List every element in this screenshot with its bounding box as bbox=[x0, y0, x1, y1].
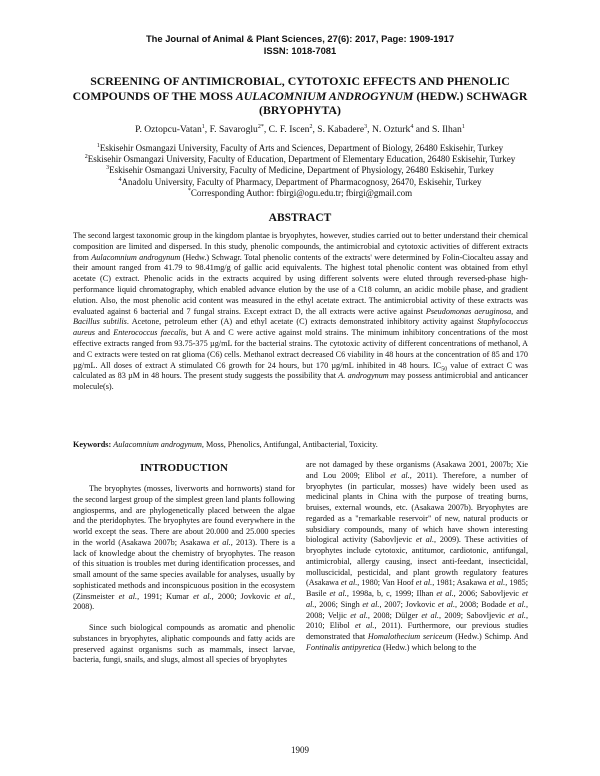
species-name: AULACOMNIUM ANDROGYNUM bbox=[235, 88, 414, 103]
affiliation: $^1$Eskisehir Osmangazi University, Faculty of Arts and Sciences, Department of Biology, 26480 Eskisehir, Turkey bbox=[96, 143, 504, 153]
affiliation: $^3$Eskisehir Osmangazi University, Faculty of Medicine, Department of Physiology, 26480 Eskisehir, Turkey bbox=[106, 165, 494, 176]
author-name: P. Oztopcu-Vatan bbox=[135, 124, 202, 135]
keywords: Keywords: Aulacomnium androgynum, Moss, Phenolics, Antifungal, Antibacterial, Toxicity. bbox=[73, 440, 378, 449]
left-column bbox=[73, 484, 295, 666]
author-list: P. Oztopcu-Vatan$^1$, F. Savaroglu$^{2*}$, C. F. Iscen$^2$, S. Kabadere$^3$, N. Ozturk$^4$ and S. Ilhan$^1$ bbox=[135, 123, 465, 135]
author-affiliation-mark: 1 bbox=[201, 123, 205, 130]
journal-header bbox=[0, 33, 600, 57]
author-name: N. Ozturk bbox=[371, 124, 411, 135]
title-line-2: COMPOUNDS OF THE MOSS AULACOMNIUM ANDROGYNUM (HEDW.) SCHWAGR bbox=[72, 88, 528, 103]
introduction-heading: INTRODUCTION bbox=[139, 462, 228, 474]
affiliation: *Corresponding Author: fbirgi@ogu.edu.tr; fbirgi@gmail.com bbox=[187, 187, 413, 198]
intro-paragraph-2-continued: are not damaged by these organisms (Asakawa 2001, 2007b; Xie and Lou 2009; Elibol et al., 2011). Therefore, a number of bryophytes (in particular, mosses) have widely been used as medicinal plants in China with the purpose of treating burns, bruises, external wounds, etc. (Asakawa 2007b). Bryophytes are regarded as a "remarkable reservoir" of new, natural products or subsidiary compounds, many of which have shown interesting biological activity (Sabovljevic et al., 2009). These activities of bryophytes include cytotoxic, antitumor, cardiotonic, antifungal, antimicrobial, allergy causing, insect anti-feedant, insecticidal, molluscicidal, pesticidal, and plant growth regulatory features (Asakawa et al., 1980; Van Hoof et al., 1981; Asakawa et al., 1985; Basile et al., 1998a, b, c, 1999; Ilhan et al., 2006; Sabovljevic et al., 2006; Singh et al., 2007; Jovkovic et al., 2008; Bodade et al., 2008; Veljic et al., 2008; Dülger et al., 2009; Sabovljevic et al., 2010; Elibol et al., 2011). Furthermore, our previous studies demonstrated that Homalothecium sericeum (Hedw.) Schimp. And Fontinalis antipyretica (Hedw.) which belong to the bbox=[306, 460, 529, 652]
right-column bbox=[306, 460, 528, 654]
author-affiliation-mark: 3 bbox=[364, 123, 368, 130]
author-name: S. Kabadere bbox=[317, 124, 365, 135]
author-affiliation-mark: 2 bbox=[309, 123, 313, 130]
title-line-3: (BRYOPHYTA) bbox=[259, 103, 341, 117]
affiliation-list bbox=[30, 143, 570, 199]
author-name: C. F. Iscen bbox=[268, 124, 310, 135]
journal-citation: The Journal of Animal & Plant Sciences, 27(6): 2017, Page: 1909-1917 bbox=[145, 33, 455, 44]
author-name: S. Ilhan bbox=[431, 124, 462, 135]
journal-issn: ISSN: 1018-7081 bbox=[263, 45, 337, 56]
title-line-1: SCREENING OF ANTIMICROBIAL, CYTOTOXIC EFFECTS AND PHENOLIC bbox=[90, 74, 510, 88]
author-name: F. Savaroglu bbox=[209, 124, 258, 135]
affiliation: $^4$Anadolu University, Faculty of Pharmacy, Department of Pharmacognosy, 26470, Eskisehir, Turkey bbox=[118, 176, 482, 187]
article-title bbox=[60, 74, 540, 118]
keywords-label: Keywords: bbox=[73, 440, 112, 449]
author-affiliation-mark: 2* bbox=[257, 123, 264, 130]
abstract-heading: ABSTRACT bbox=[268, 212, 332, 224]
author-affiliation-mark: 1 bbox=[461, 123, 465, 130]
abstract-text: The second largest taxonomic group in the kingdom plantae is bryophytes, however, studies carried out to better understand their chemical composition are limited and dispersed. In this study, phenolic compounds, the antimicrobial and cytotoxic activities of different extracts from Aulacomnium androgynum (Hedw.) Schwagr. Total phenolic contents of the extracts' were determined by Folin-Ciocalteu assay and their amount ranged from 41.79 to 98.41mg/g of gallic acid equivalents. The highest total phenolic content was obtained from ethyl acetate (C) extract. Phenolic acids in the extracts acquired by using different solvents were eluted through reversed-phase high-performance liquid chromatography, which enabled advance elution by the use of a C18 column, an acidic mobile phase, and gradient elution. Also, the most phenolic acid content was measured in the ethyl acetate extract. The antimicrobial activity of these extracts was evaluated against 6 bacterial and 7 fungal strains. Except extract D, the all extracts were active against Pseudomonas aeruginosa, and Bacillus subtilis. Acetone, petroleum ether (A) and ethyl acetate (C) extracts demonstrated inhibitory activity against Staphylococcus aureus and Enterococcus faecalis, but A and C were active against mold strains. The minimum inhibitory concentrations of the most effective extracts ranged from 93.75-375 µg/mL for the bacterial strains. The cytotoxic activity of different concentrations of methanol, A and C extracts were tested on rat glioma (C6) cells. Methanol extract decreased C6 viability in 48 hours at the concentration of 85 and 170 µg/mL. All doses of extract A stimulated C6 growth for 24 hours, but 170 µg/mL inhibited in 48 hours. $IC_{50}$ value of extract C was calculated as 83 µM in 48 hours. The present study suggests the possibility that A. androgynum may possess antimicrobial and anticancer molecule(s). bbox=[73, 231, 529, 392]
intro-paragraph-2: Since such biological compounds as aromatic and phenolic substances in bryophytes, aliphatic compounds and fatty acids are preserved against organisms such as mammals, insect larvae, bacteria, fungi, snails, and slugs, almost all species of bryophytes bbox=[73, 623, 295, 665]
author-affiliation-mark: 4 bbox=[410, 123, 414, 130]
affiliation: $^2$Eskisehir Osmangazi University, Faculty of Education, Department of Elementary Education, 26480 Eskisehir, Turkey bbox=[84, 154, 516, 165]
page-number: 1909 bbox=[291, 745, 309, 755]
intro-paragraph-1: The bryophytes (mosses, liverworts and hornworts) stand for the second largest group of the simplest green land plants following angiosperms, and are phylogenetically placed between the algae and the pteridophytes. The bryophytes are found everywhere in the world except the seas. There are about 20.000 and 25.000 species in the world (Asakawa 2007b; Asakawa et al., 2013). There is a lack of knowledge about the chemistry of bryophytes. The reason of this situation is troubles met during identification processes, and small amount of the same species available for analyses, usually by sophisticated methods and inconspicuous position in the ecosystem (Zinsmeister et al., 1991; Kumar et al., 2000; Jovkovic et al., 2008). bbox=[73, 484, 295, 612]
